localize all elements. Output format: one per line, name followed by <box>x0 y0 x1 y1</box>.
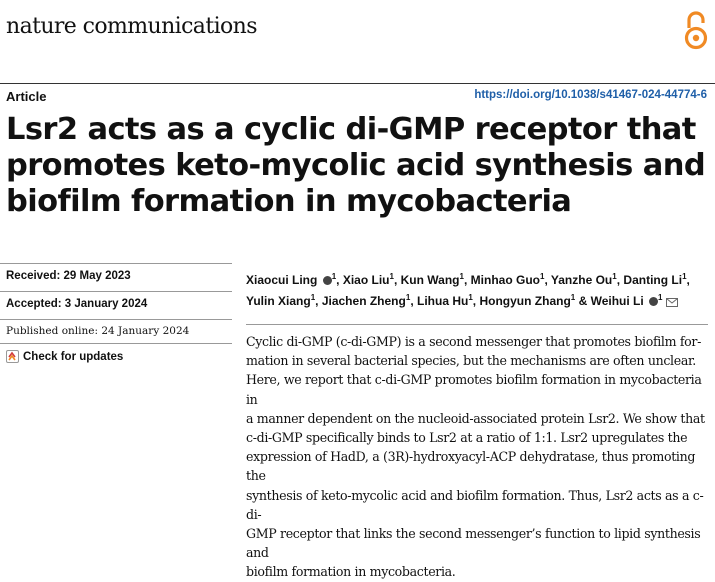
author[interactable]: Kun Wang$^1$, <box>400 272 468 287</box>
orcid-icon[interactable] <box>649 297 658 306</box>
author[interactable]: Minhao Guo$^1$, <box>470 272 548 287</box>
author[interactable]: Xiao Liu$^1$, <box>342 272 398 287</box>
author[interactable]: Xiaocui Ling $^1$, <box>246 272 340 287</box>
author[interactable]: Hongyun Zhang$^1$ <box>479 293 576 308</box>
author[interactable]: Lihua Hu$^1$, <box>417 293 477 308</box>
abstract <box>246 332 710 582</box>
dates-rule <box>0 319 232 320</box>
author[interactable]: Weihui Li $^1$ <box>590 293 663 308</box>
abstract-line: synthesis of keto-mycolic acid and biofilm formation. Thus, Lsr2 acts as a c-di- <box>246 487 704 522</box>
accepted-date: Accepted: 3 January 2024 <box>6 298 148 310</box>
abstract-line: Cyclic di-GMP (c-di-GMP) is a second messenger that promotes biofilm for- <box>246 334 701 349</box>
abstract-line: a manner dependent on the nucleoid-associated protein Lsr2. We show that <box>246 410 705 426</box>
title-line: Lsr2 acts as a cyclic di-GMP receptor that <box>6 112 696 147</box>
dates-rule <box>0 343 232 344</box>
article-type: Article <box>6 89 47 104</box>
title-line: biofilm formation in mycobacteria <box>6 184 572 219</box>
abstract-line: mation in several bacterial species, but the mechanisms are often unclear. <box>246 353 696 369</box>
email-icon[interactable] <box>666 298 678 307</box>
open-access-lock-icon <box>683 10 709 50</box>
check-updates-icon <box>6 350 19 363</box>
abstract-line: expression of HadD, a (3R)-hydroxyacyl-ACP dehydratase, thus promoting the <box>246 449 696 484</box>
dates-rule <box>0 263 232 264</box>
author[interactable]: Jiachen Zheng$^1$, <box>321 293 414 308</box>
title-line: promotes keto-mycolic acid synthesis and <box>6 148 706 183</box>
doi-link[interactable]: https://doi.org/10.1038/s41467-024-44774-6 <box>474 89 707 101</box>
abstract-line: Here, we report that c-di-GMP promotes biofilm formation in mycobacteria in <box>246 372 702 407</box>
received-date: Received: 29 May 2023 <box>6 270 131 282</box>
abstract-line: GMP receptor that links the second messenger’s function to lipid synthesis and <box>246 526 701 561</box>
author[interactable]: Danting Li$^1$, <box>623 272 690 287</box>
abstract-rule <box>246 324 708 325</box>
check-for-updates-button[interactable] <box>6 350 123 363</box>
article-title <box>6 112 706 220</box>
author[interactable]: Yulin Xiang$^1$, <box>246 293 319 308</box>
abstract-line: biofilm formation in mycobacteria. <box>246 564 456 580</box>
orcid-icon[interactable] <box>323 276 332 285</box>
header-rule <box>0 83 715 84</box>
published-date: Published online: 24 January 2024 <box>6 325 190 337</box>
author-list: Xiaocui Ling $^1$, Xiao Liu$^1$, Kun Wang$^1$, Minhao Guo$^1$, Yanzhe Ou$^1$, Danting Li$^1$, Yulin Xiang$^1$, Jiachen Zheng$^1$, Lihua Hu$^1$, Hongyun Zhang$^1$ & Weihui Li $^1$ <box>246 272 690 308</box>
journal-name[interactable]: nature communications <box>6 14 257 39</box>
dates-rule <box>0 291 232 292</box>
abstract-line: c-di-GMP specifically binds to Lsr2 at a ratio of 1:1. Lsr2 upregulates the <box>246 430 688 446</box>
author[interactable]: Yanzhe Ou$^1$, <box>550 272 621 287</box>
check-updates-label: Check for updates <box>23 350 124 363</box>
